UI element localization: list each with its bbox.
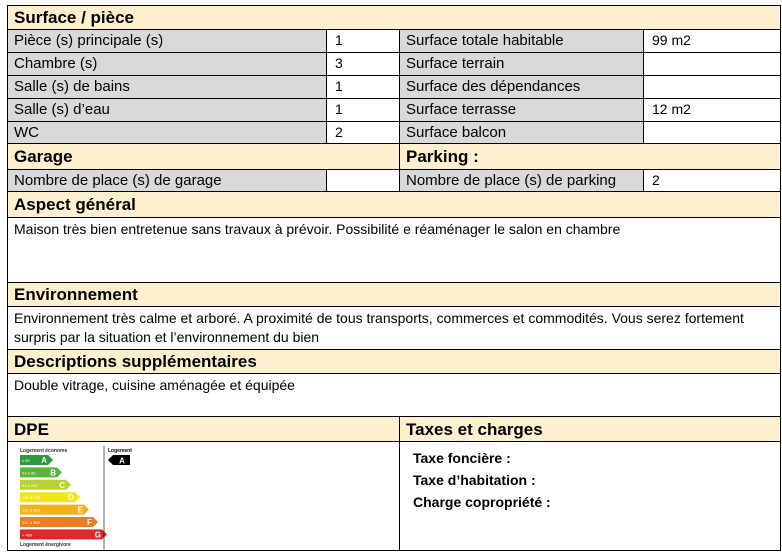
dpe-bottom-label: Logement énergivore [20, 541, 71, 548]
aspect-text: Maison très bien entretenue sans travaux à prévoir. Possibilité e réaménager le salon en chambre [7, 217, 781, 283]
surface-value [643, 75, 781, 99]
surface-value [643, 52, 781, 76]
dpe-class-range: 151 à 230 [22, 495, 40, 501]
dpe-class-letter: D [68, 493, 74, 503]
taxe-habitation-label: Taxe d’habitation : [413, 472, 536, 488]
garage-label: Nombre de place (s) de garage [7, 169, 327, 192]
dpe-header: DPE [7, 416, 400, 442]
environnement-header: Environnement [7, 282, 781, 307]
surface-label: Surface terrain [399, 52, 644, 76]
dpe-panel [7, 441, 400, 551]
dpe-class-letter: C [59, 480, 65, 490]
parking-value: 2 [643, 169, 781, 192]
surface-label: Surface terrasse [399, 98, 644, 122]
surface-value: 12 m2 [643, 98, 781, 122]
dpe-class-letter: G [94, 530, 101, 540]
dpe-class-letter: A [41, 456, 47, 465]
surface-label: Surface des dépendances [399, 75, 644, 99]
dpe-class-letter: B [50, 468, 56, 478]
parking-label: Nombre de place (s) de parking [399, 169, 644, 192]
surface-label: Surface totale habitable [399, 29, 644, 53]
dpe-marker-title: Logement [108, 448, 132, 454]
energy-label-graphic [14, 444, 154, 552]
surface-value: 99 m2 [643, 29, 781, 53]
descriptions-text: Double vitrage, cuisine aménagée et équipée [7, 373, 781, 417]
room-value: 3 [326, 52, 400, 76]
room-label: Chambre (s) [7, 52, 327, 76]
environnement-text: Environnement très calme et arboré. A proximité de tous transports, commerces et commodités. Vous serez fortement surpris par la situation et l’environnement du bien [7, 306, 781, 350]
dpe-class-range: > 450 [22, 532, 33, 538]
dpe-top-label: Logement économe [20, 448, 68, 454]
charge-copropriete-label: Charge copropriété : [413, 494, 551, 510]
room-label: Salle (s) de bains [7, 75, 327, 99]
room-label: Salle (s) d’eau [7, 98, 327, 122]
dpe-class-range: 51 à 90 [22, 470, 36, 476]
dpe-class-range: 331 à 450 [22, 520, 40, 525]
dpe-class-range: ≤ 50 [22, 458, 30, 463]
dpe-marker-letter: A [119, 456, 125, 466]
room-value: 1 [326, 75, 400, 99]
dpe-class-letter: E [77, 505, 83, 515]
surface-value [643, 121, 781, 144]
garage-header: Garage [7, 143, 400, 170]
room-label: Pièce (s) principale (s) [7, 29, 327, 53]
room-label: WC [7, 121, 327, 144]
dpe-class-range: 91 à 150 [22, 482, 38, 488]
property-sheet [7, 5, 781, 551]
taxes-header: Taxes et charges [399, 416, 781, 442]
garage-value [326, 169, 400, 192]
room-value: 1 [326, 29, 400, 53]
surface-header: Surface / pièce [7, 5, 781, 30]
room-value: 2 [326, 121, 400, 144]
parking-header: Parking : [399, 143, 781, 170]
taxe-fonciere-label: Taxe foncière : [413, 450, 511, 466]
descriptions-header: Descriptions supplémentaires [7, 349, 781, 374]
room-value: 1 [326, 98, 400, 122]
aspect-header: Aspect général [7, 191, 781, 218]
dpe-class-range: 231 à 330 [22, 507, 40, 513]
surface-label: Surface balcon [399, 121, 644, 144]
dpe-class-letter: F [87, 518, 92, 527]
